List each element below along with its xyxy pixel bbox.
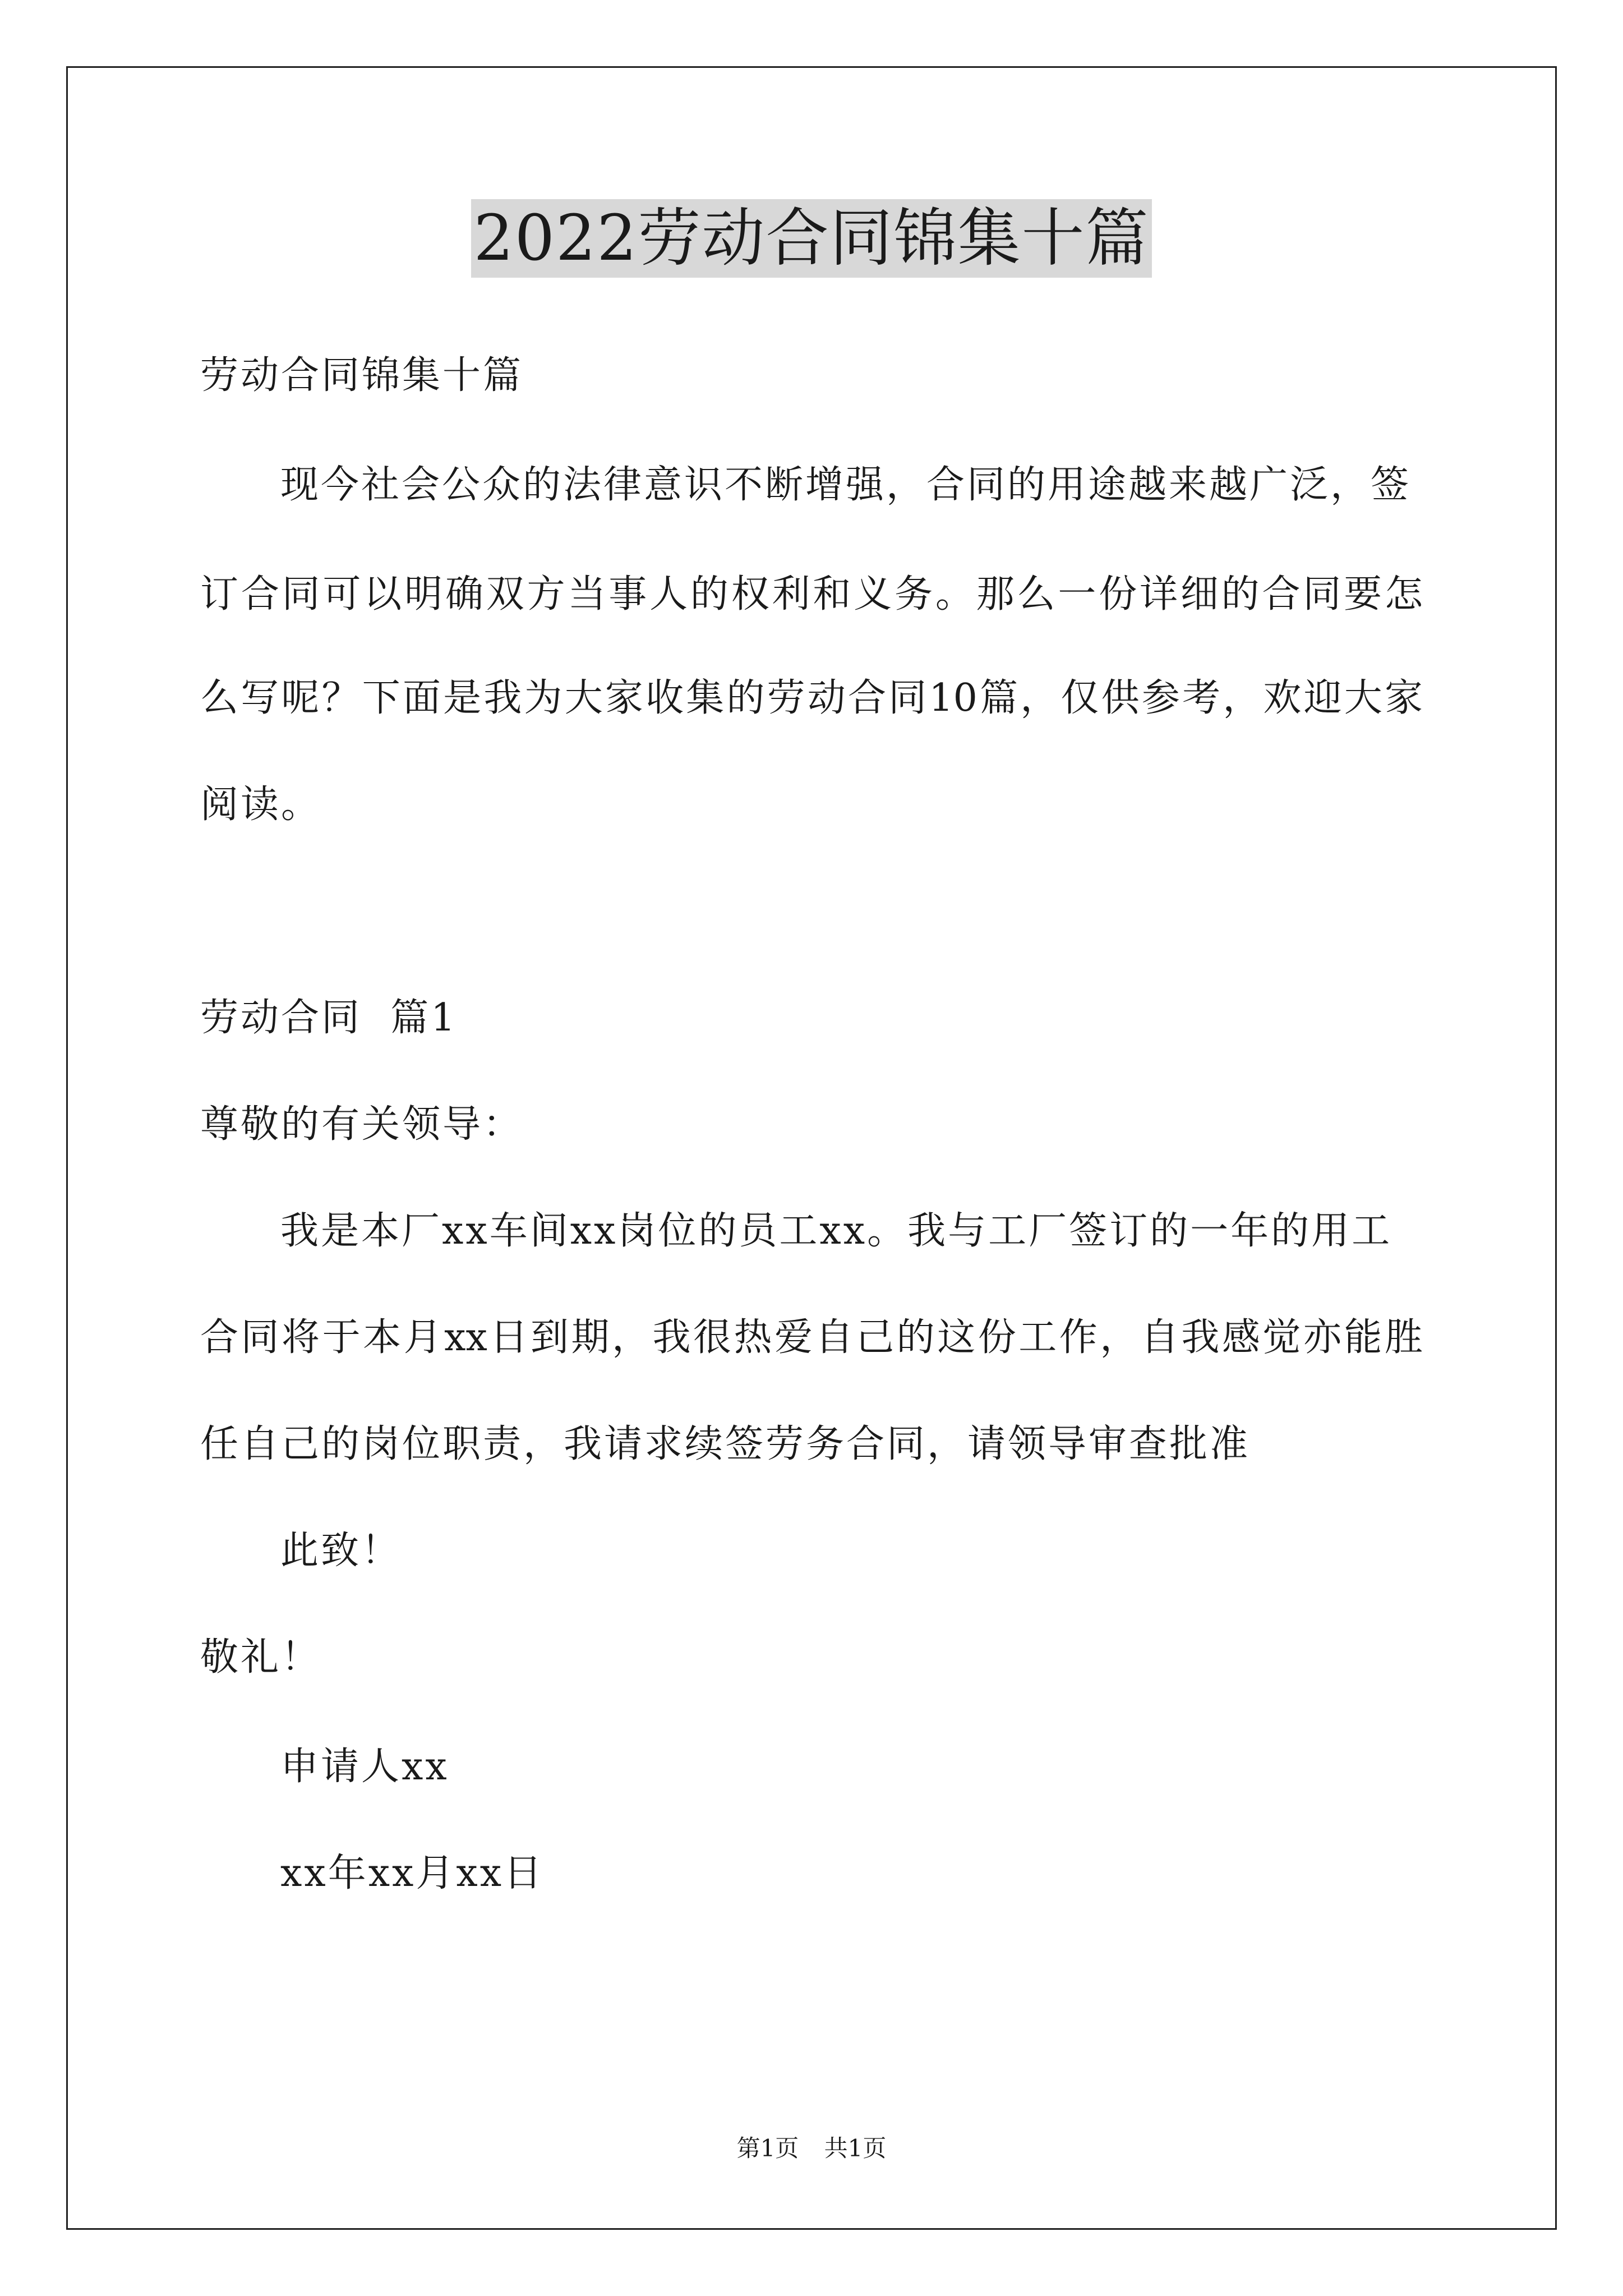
page-number: 第1页 [736, 2134, 799, 2162]
intro-line-3: 么写呢？下面是我为大家收集的劳动合同10篇，仅供参考，欢迎大家 [200, 676, 1423, 720]
signature-date: xx年xx月xx日 [280, 1851, 545, 1895]
body-line-3: 任自己的岗位职责，我请求续签劳务合同，请领导审查批准 [200, 1422, 1251, 1466]
applicant-signature: 申请人xx [280, 1745, 449, 1789]
intro-line-1: 现今社会公众的法律意识不断增强，合同的用途越来越广泛，签 [280, 463, 1412, 507]
section-heading: 劳动合同 篇1 [200, 996, 458, 1040]
closing-jing-li: 敬礼！ [200, 1635, 322, 1680]
intro-line-2: 订合同可以明确双方当事人的权利和义务。那么一份详细的合同要怎 [200, 572, 1423, 616]
title-container [0, 199, 1623, 278]
page-total: 共1页 [824, 2134, 887, 2162]
document-title: 2022劳动合同锦集十篇 [471, 199, 1151, 278]
closing-ci-zhi: 此致！ [280, 1529, 402, 1573]
page-footer [0, 2134, 1623, 2162]
salutation: 尊敬的有关领导： [200, 1102, 524, 1147]
intro-line-4: 阅读。 [200, 783, 322, 827]
body-line-1: 我是本厂xx车间xx岗位的员工xx。我与工厂签订的一年的用工 [280, 1209, 1393, 1253]
body-line-2: 合同将于本月xx日到期，我很热爱自己的这份工作，自我感觉亦能胜 [200, 1315, 1423, 1360]
document-subtitle: 劳动合同锦集十篇 [200, 353, 524, 398]
